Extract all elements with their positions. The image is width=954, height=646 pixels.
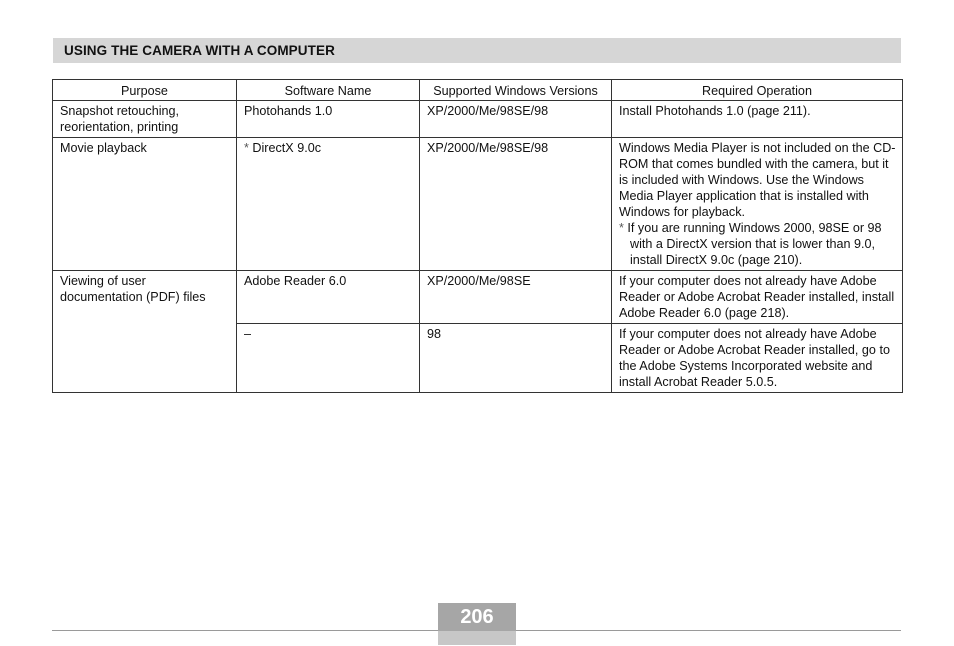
header-software-name: Software Name	[237, 80, 420, 101]
page-number: 206	[438, 603, 516, 631]
operation-text: Windows Media Player is not included on the CD-ROM that comes bundled with the camera, but it is included with Windows. Use the Windows Media Player application that is installed with Windows for playback.	[619, 141, 896, 219]
section-title: USING THE CAMERA WITH A COMPUTER	[64, 43, 335, 58]
table-header-row	[53, 80, 903, 101]
cell-software: –	[237, 324, 420, 393]
table-row	[53, 138, 903, 271]
asterisk-mark: *	[244, 141, 249, 155]
cell-versions: 98	[420, 324, 612, 393]
footnote	[619, 220, 896, 268]
table-row	[53, 101, 903, 138]
header-supported-windows-versions: Supported Windows Versions	[420, 80, 612, 101]
cell-operation: If your computer does not already have Adobe Reader or Adobe Acrobat Reader installed, install Adobe Reader 6.0 (page 218).	[612, 271, 903, 324]
section-header	[53, 38, 901, 63]
asterisk-mark: *	[619, 221, 624, 235]
cell-operation	[612, 138, 903, 271]
footnote-text: If you are running Windows 2000, 98SE or 98 with a DirectX version that is lower than 9.0, install DirectX 9.0c (page 210).	[627, 221, 882, 267]
page-number-tab	[438, 631, 516, 645]
header-purpose: Purpose	[53, 80, 237, 101]
cell-purpose: Movie playback	[53, 138, 237, 271]
cell-versions: XP/2000/Me/98SE	[420, 271, 612, 324]
cell-software	[237, 138, 420, 271]
header-required-operation: Required Operation	[612, 80, 903, 101]
table-row	[53, 271, 903, 324]
cell-operation: Install Photohands 1.0 (page 211).	[612, 101, 903, 138]
cell-software: Adobe Reader 6.0	[237, 271, 420, 324]
cell-software: Photohands 1.0	[237, 101, 420, 138]
cell-purpose: Snapshot retouching, reorientation, printing	[53, 101, 237, 138]
cell-purpose: Viewing of user documentation (PDF) files	[53, 271, 237, 393]
cell-versions: XP/2000/Me/98SE/98	[420, 138, 612, 271]
software-requirements-table	[52, 79, 903, 393]
cell-versions: XP/2000/Me/98SE/98	[420, 101, 612, 138]
software-name: DirectX 9.0c	[252, 141, 321, 155]
page-number-badge	[438, 603, 516, 645]
cell-operation: If your computer does not already have Adobe Reader or Adobe Acrobat Reader installed, go to the Adobe Systems Incorporated website and install Acrobat Reader 5.0.5.	[612, 324, 903, 393]
